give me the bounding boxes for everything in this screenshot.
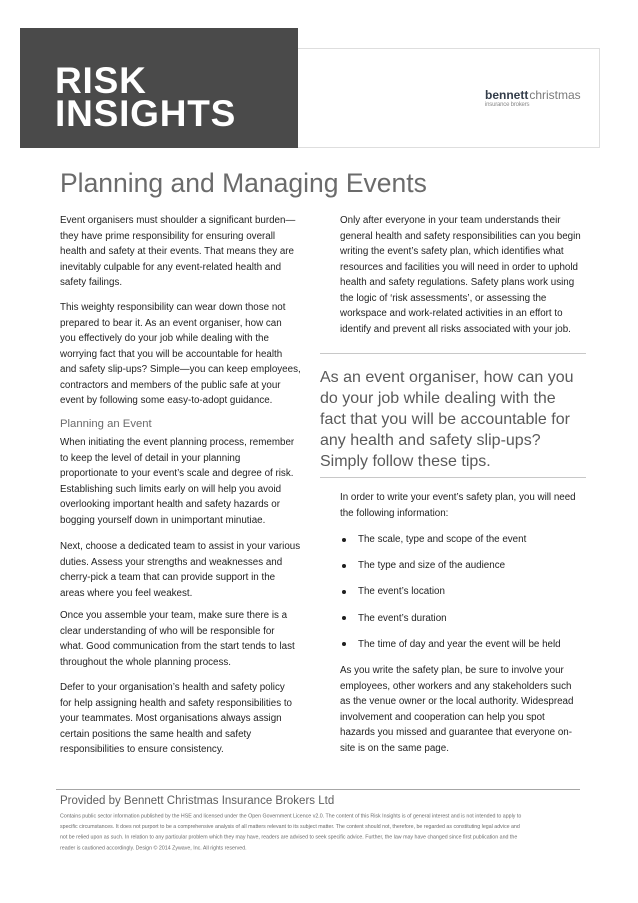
disclaimer-line: not be relied upon as such. In relation to any particular problem which they may have, readers are advised to seek specific advice. Further, the law may have changed since first publication and the xyxy=(60,834,518,841)
disclaimer-line: reader is cautioned accordingly. Design © 2014 Zywave, Inc. All rights reserved. xyxy=(60,844,247,851)
intro-paragraph xyxy=(60,213,295,291)
disclaimer-line: Contains public sector information published by the HSE and licensed under the Open Government Licence v2.0. The content of this Risk Insights is of general interest and is not intended to apply to xyxy=(60,812,522,819)
communication-paragraph xyxy=(60,608,295,670)
paragraph-line: proportionate to your event’s scale and degree of risk. xyxy=(60,468,294,479)
paragraph-line: inevitably culpable for any event-related health and xyxy=(60,261,282,273)
list-item xyxy=(340,532,590,558)
paragraph-line: Establishing such limits early on will help you avoid xyxy=(60,483,282,495)
divider xyxy=(320,353,586,354)
list-item-text: The event’s location xyxy=(358,586,445,598)
paragraph-line: throughout the whole planning process. xyxy=(60,656,232,668)
pull-quote-line: As an event organiser, how can you xyxy=(320,368,574,386)
team-paragraph xyxy=(60,539,300,601)
list-item xyxy=(340,558,590,584)
paragraph-line: employees, other workers and any stakeholders such xyxy=(340,680,572,692)
paragraph-line: identify and prevent all risks associated with your job. xyxy=(340,323,571,335)
brand-title-line: INSIGHTS xyxy=(55,93,237,134)
list-item-text: The event’s duration xyxy=(358,612,447,624)
paragraph-line: bogging yourself down in unimportant minutiae. xyxy=(60,514,266,526)
policy-paragraph xyxy=(60,680,292,758)
paragraph-line: overlooking important health and safety hazards or xyxy=(60,499,281,510)
paragraph-line: the logic of ‘risk assessments’, or assessing the xyxy=(340,292,547,304)
paragraph-line: Next, choose a dedicated team to assist in your various xyxy=(60,541,301,552)
paragraph-line: your teammates. Most organisations always assign xyxy=(60,713,282,724)
disclaimer-line: specific circumstances. It does not purport to be a comprehensive analysis of all matters relevant to its subject matter. The content should not, therefore, be regarded as constituting legal advice and xyxy=(60,823,520,830)
footer-divider xyxy=(56,789,580,790)
paragraph-line: Defer to your organisation’s health and safety policy xyxy=(60,682,285,693)
paragraph-line: As you write the safety plan, be sure to involve your xyxy=(340,665,564,676)
paragraph-line: writing the event’s safety plan, which identifies what xyxy=(340,246,564,257)
logo-wordmark-christmas: christmas xyxy=(529,88,581,102)
paragraph-line: involvement and cooperation can help you spot xyxy=(340,711,545,723)
paragraph-line: duties. Assess your strengths and weaknesses and xyxy=(60,556,283,568)
paragraph-line: to keep the level of detail in your planning xyxy=(60,452,241,464)
list-item xyxy=(340,637,590,663)
list-item xyxy=(340,584,590,610)
paragraph-line: cherry-pick a team that can provide support in the xyxy=(60,572,276,583)
divider xyxy=(320,477,586,478)
bullet-icon xyxy=(342,538,346,542)
paragraph-line: worrying fact that you will be accountable for health xyxy=(60,348,283,360)
paragraph-line: clear understanding of who will be responsible for xyxy=(60,625,275,637)
paragraph-line: certain positions the same health and safety xyxy=(60,728,252,740)
paragraph-line: hazards you missed and guarantee that everyone on- xyxy=(340,727,573,738)
paragraph-line: the following information: xyxy=(340,507,449,519)
paragraph-line: responsibilities to ensure consistency. xyxy=(60,744,224,755)
list-item xyxy=(340,611,590,637)
list-item-text: The time of day and year the event will be held xyxy=(358,638,561,650)
pull-quote-line: any health and safety slip-ups? xyxy=(320,431,541,449)
paragraph-line: and safety slip-ups? Simple—you can keep employees, xyxy=(60,364,301,375)
planning-paragraph xyxy=(60,435,294,528)
brand-title-line: RISK xyxy=(55,60,147,101)
paragraph-line: Once you assemble your team, make sure there is a xyxy=(60,610,288,621)
page-title: Planning and Managing Events xyxy=(60,168,427,198)
provider-line: Provided by Bennett Christmas Insurance Brokers Ltd xyxy=(60,795,335,807)
paragraph-line: Only after everyone in your team understands their xyxy=(340,215,561,226)
paragraph-line: health and safety regulations. Safety plans work using xyxy=(340,277,575,288)
bullet-icon xyxy=(342,642,346,646)
paragraph-line: In order to write your event’s safety plan, you will need xyxy=(340,492,576,503)
brand-title xyxy=(55,60,237,134)
paragraph-line: prepared to bear it. As an event organiser, how can xyxy=(60,317,282,329)
paragraph-line: site is on the same page. xyxy=(340,742,449,754)
paragraph-line: they have prime responsibility for ensuring overall xyxy=(60,230,276,242)
company-logo xyxy=(485,88,581,102)
pull-quote-line: Simply follow these tips. xyxy=(320,452,491,470)
paragraph-line: Event organisers must shoulder a significant burden— xyxy=(60,215,296,226)
paragraph-line: event by following some easy-to-adopt guidance. xyxy=(60,395,273,406)
pull-quote xyxy=(320,367,574,472)
involvement-paragraph xyxy=(340,663,573,756)
paragraph-line: This weighty responsibility can wear down those not xyxy=(60,302,286,313)
bullet-icon xyxy=(342,616,346,620)
logo-wordmark-bennett: bennett xyxy=(485,88,529,102)
logo-tagline: insurance brokers xyxy=(485,102,530,108)
list-item-text: The type and size of the audience xyxy=(358,560,506,572)
paragraph-line: areas where you feel weakest. xyxy=(60,587,193,599)
pull-quote-line: fact that you will be accountable for xyxy=(320,410,570,428)
paragraph-line: for help assigning health and safety responsibilities to xyxy=(60,697,293,709)
pull-quote-line: do your job while dealing with the xyxy=(320,389,556,407)
bullet-icon xyxy=(342,564,346,568)
responsibility-paragraph xyxy=(60,300,301,409)
bullet-icon xyxy=(342,590,346,594)
paragraph-line: health and safety at their events. That means they are xyxy=(60,246,294,257)
paragraph-line: general health and safety responsibilities can you begin xyxy=(340,230,581,242)
paragraph-line: workspace and work-related activities in an effort to xyxy=(340,308,563,319)
paragraph-line: When initiating the event planning process, remember xyxy=(60,437,295,448)
safety-plan-paragraph xyxy=(340,213,581,337)
paragraph-line: you effectively do your job while dealing with the xyxy=(60,333,269,344)
information-intro-paragraph xyxy=(340,490,576,521)
paragraph-line: as the venue owner or the local authority. Widespread xyxy=(340,696,574,707)
requirements-list xyxy=(340,532,590,663)
section-heading: Planning an Event xyxy=(60,418,152,430)
list-item-text: The scale, type and scope of the event xyxy=(358,534,527,545)
paragraph-line: resources and facilities you will need in order to uphold xyxy=(340,261,578,273)
paragraph-line: what. Good communication from the start tends to last xyxy=(60,641,295,652)
disclaimer xyxy=(60,811,581,855)
paragraph-line: contractors and members of the public safe at your xyxy=(60,379,281,391)
paragraph-line: safety failings. xyxy=(60,277,123,288)
